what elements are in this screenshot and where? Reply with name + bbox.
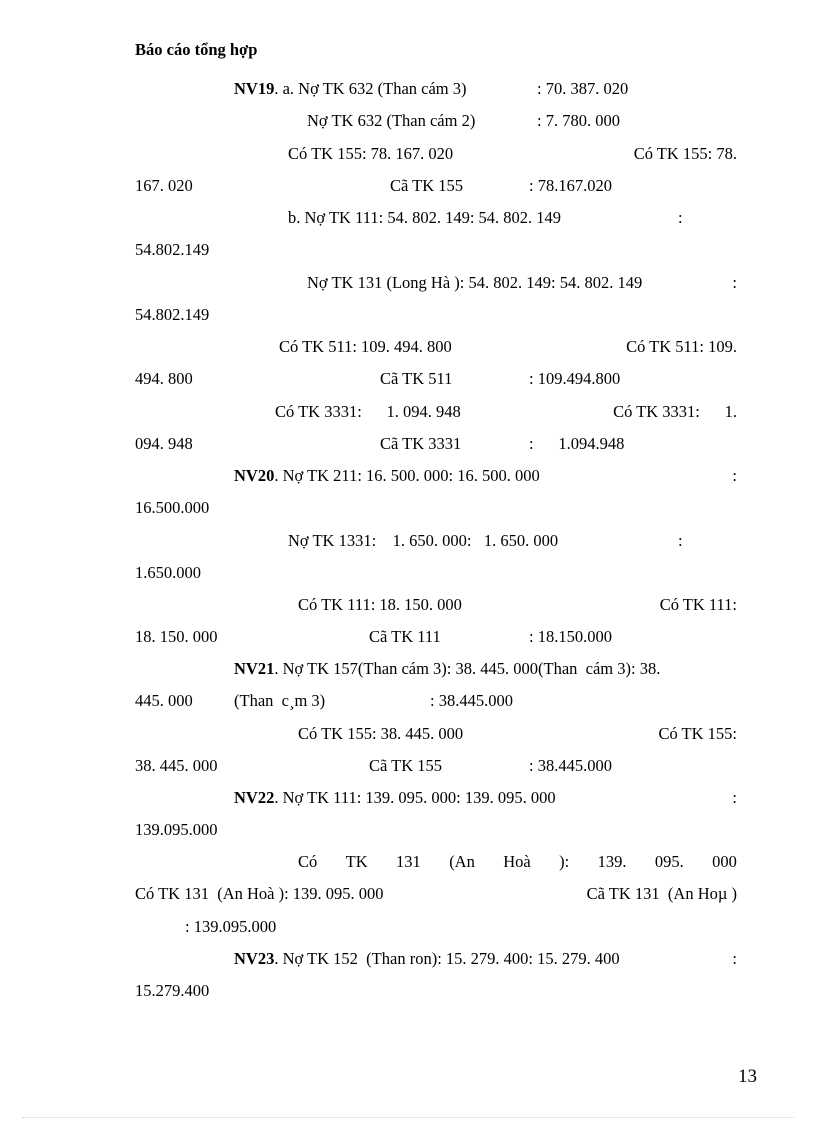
nv19-label: NV19 [234,79,275,98]
nv23-label: NV23 [234,949,275,968]
page-number: 13 [738,1066,757,1087]
page-bottom-rule [22,1117,794,1118]
nv20-label: NV20 [234,466,275,485]
nv21-label: NV21 [234,659,275,678]
nv22-label: NV22 [234,788,275,807]
report-header: Báo cáo tổng hợp [135,40,258,59]
